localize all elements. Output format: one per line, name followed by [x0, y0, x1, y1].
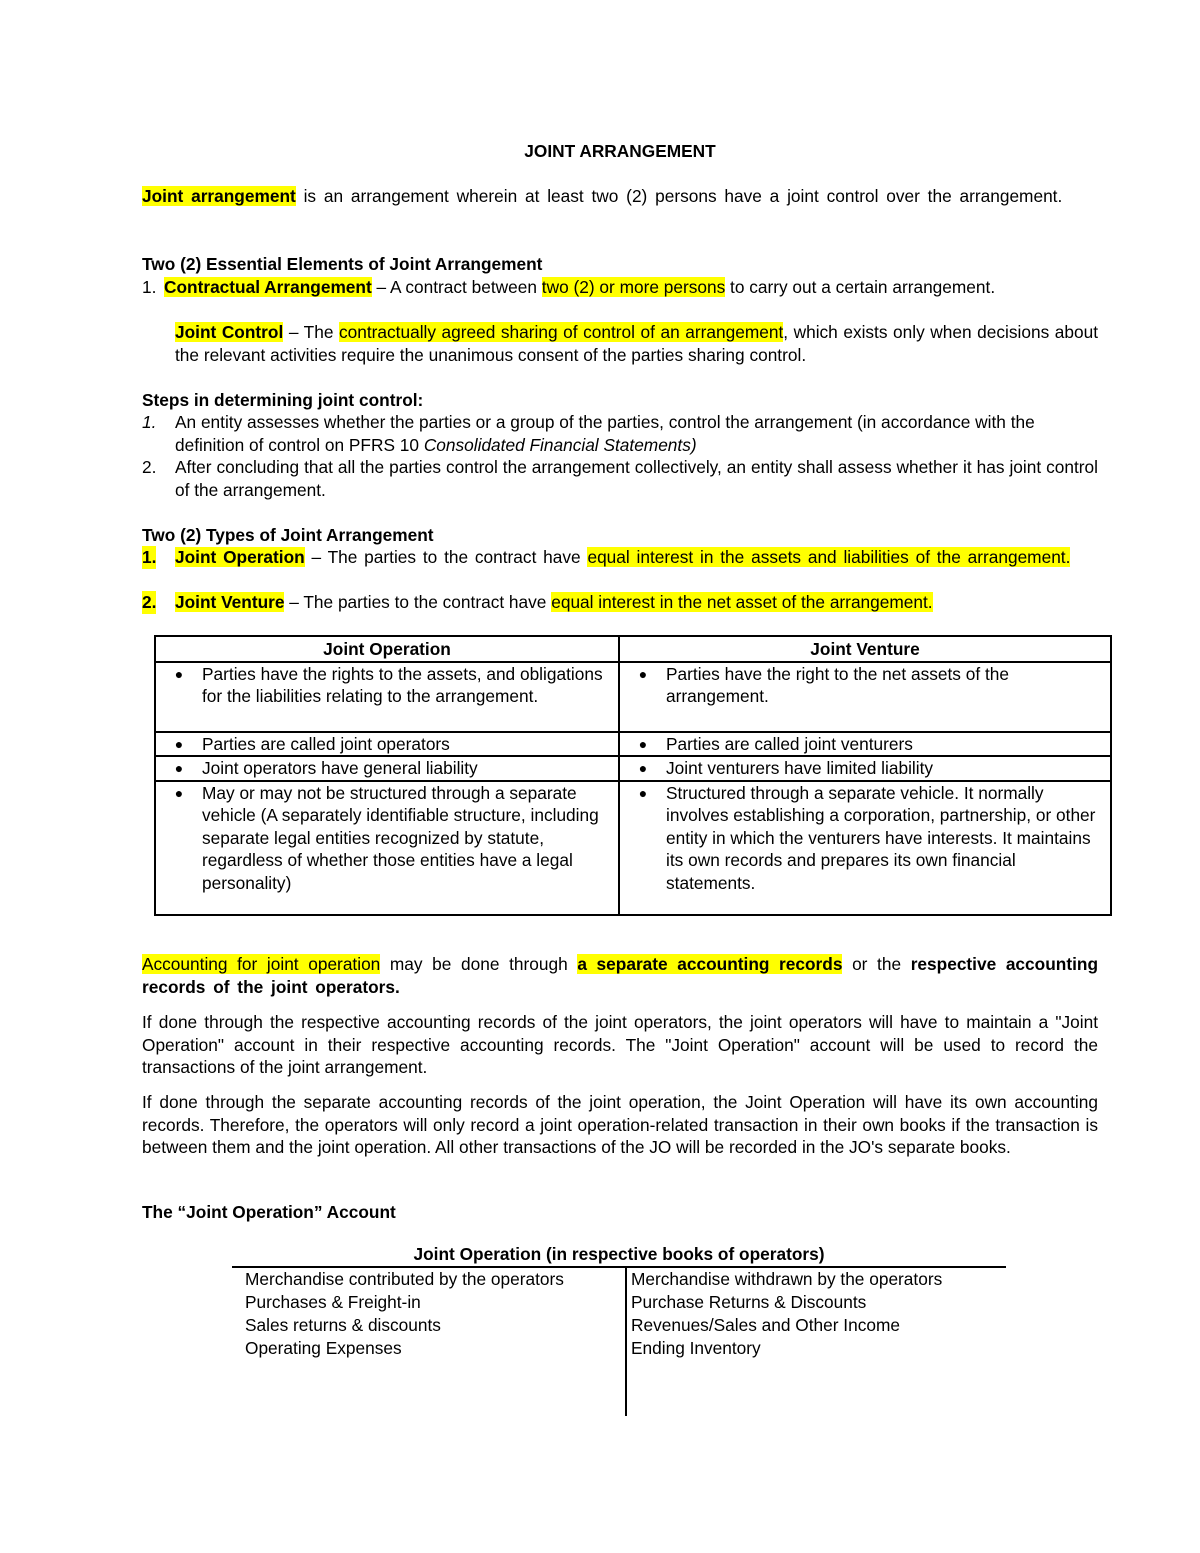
elements-heading: Two (2) Essential Elements of Joint Arrangement — [142, 254, 543, 274]
t-account-divider — [625, 1268, 627, 1416]
table-row — [155, 732, 1111, 757]
type-2-text: – The parties to the contract have — [284, 592, 552, 612]
table-cell: Parties are called joint venturers — [666, 733, 913, 754]
table-cell: Parties have the right to the net assets of the arrangement. — [666, 663, 1009, 706]
accounting-paragraph-2: If done through the respective accounting records of the joint operators, the joint operators will have to maintain a "Joint Operation" account in their respective accounting records. The "Joint Operation" account will be used to record the transactions of the joint arrangement. — [142, 1012, 1098, 1077]
bullet-icon: ● — [174, 665, 184, 682]
step-2-number: 2. — [142, 457, 157, 477]
bullet-icon: ● — [174, 735, 184, 752]
bullet-icon: ● — [638, 735, 648, 752]
joint-venture-term: Joint Venture — [175, 592, 285, 612]
two-or-more-persons-highlight: two (2) or more persons — [541, 277, 726, 297]
element-item-2-text-b: , which exists only when decisions about the relevant activities require the unanimous consent of the parties sharing control. — [175, 322, 1099, 365]
table-cell: May or may not be structured through a separate vehicle (A separately identifiable structure, including separate legal entities recognized by statute, regardless of whether those entities have a legal personality) — [202, 782, 599, 893]
table-row — [155, 781, 1111, 915]
list-item: Purchases & Freight-in — [245, 1292, 421, 1312]
step-1-italic: Consolidated Financial Statements) — [423, 434, 697, 455]
joint-operation-term: Joint Operation — [175, 547, 305, 567]
shared-control-highlight: contractually agreed sharing of control of an arrangement — [339, 322, 784, 342]
comparison-table — [154, 635, 1112, 916]
list-item: Revenues/Sales and Other Income — [631, 1315, 900, 1335]
bullet-icon: ● — [174, 760, 184, 776]
header-joint-operation: Joint Operation — [155, 636, 619, 662]
page-title: JOINT ARRANGEMENT — [524, 141, 716, 161]
element-item-2 — [175, 321, 1098, 366]
accounting-paragraph-3: If done through the separate accounting records of the joint operation, the Joint Operation will have its own accounting records. Therefore, the operators will only record a joint operation-related transaction in their own books if the transaction is between them and the joint operation. All other transactions of the JO will be recorded in the JO's separate books. — [142, 1092, 1098, 1157]
joint-control-term: Joint Control — [175, 322, 284, 342]
accounting-for-jo-highlight: Accounting for joint operation — [142, 954, 381, 974]
table-row — [155, 756, 1111, 781]
bullet-icon: ● — [638, 784, 648, 801]
definition-paragraph — [142, 185, 1098, 208]
list-item: Merchandise contributed by the operators — [245, 1269, 564, 1289]
definition-text: is an arrangement wherein at least two (2) persons have a joint control over the arrangement. — [295, 186, 1063, 206]
bullet-icon: ● — [174, 784, 184, 801]
steps-heading: Steps in determining joint control: — [142, 390, 424, 410]
step-2-text: After concluding that all the parties control the arrangement collectively, an entity shall assess whether it has joint control of the arrangement. — [175, 457, 1098, 500]
bullet-icon: ● — [638, 760, 648, 776]
table-row — [155, 662, 1111, 732]
table-cell: Structured through a separate vehicle. It normally involves establishing a corporation, partnership, or other entity in which the venturers have interests. It maintains its own records and prepares its own financial statements. — [666, 782, 1096, 893]
list-item: Merchandise withdrawn by the operators — [631, 1269, 943, 1289]
element-item-1-text-a: – A contract between — [371, 277, 542, 297]
definition-term: Joint arrangement — [142, 186, 296, 206]
t-account-credit-side — [619, 1268, 1006, 1360]
list-item: Ending Inventory — [631, 1338, 761, 1358]
list-item: Purchase Returns & Discounts — [631, 1292, 867, 1312]
type-1-body — [175, 546, 1098, 569]
contractual-arrangement-term: Contractual Arrangement — [164, 277, 372, 297]
type-1-text: – The parties to the contract have — [304, 547, 588, 567]
type-2-number: 2. — [142, 592, 157, 612]
accounting-paragraph-1 — [142, 953, 1098, 998]
separate-records-highlight: a separate accounting records — [577, 954, 843, 974]
bullet-icon: ● — [638, 665, 648, 682]
joint-operation-highlight: equal interest in the assets and liabilities of the arrangement. — [587, 547, 1071, 567]
table-cell: Parties have the rights to the assets, and obligations for the liabilities relating to the arrangement. — [202, 663, 603, 706]
comparison-header-row — [155, 636, 1111, 662]
list-item: Operating Expenses — [245, 1338, 402, 1358]
joint-venture-highlight: equal interest in the net asset of the arrangement. — [551, 592, 933, 612]
respective-records-bold: respective accounting records of the joint operators. — [142, 954, 1098, 997]
table-cell: Joint venturers have limited liability — [666, 758, 934, 778]
step-1-body — [175, 411, 1098, 456]
header-joint-venture: Joint Venture — [619, 636, 1111, 662]
step-1-number: 1. — [142, 412, 157, 432]
type-2-body — [175, 591, 1098, 614]
type-1-number: 1. — [142, 547, 157, 567]
table-cell: Joint operators have general liability — [202, 758, 478, 778]
table-cell: Parties are called joint operators — [202, 733, 450, 754]
account-heading: The “Joint Operation” Account — [142, 1202, 396, 1222]
accounting-p1-text-1: may be done through — [380, 954, 578, 974]
step-1-text: An entity assesses whether the parties or a group of the parties, control the arrangement (in accordance with the definition of control on PFRS 10 — [175, 412, 1035, 455]
accounting-p1-text-2: or the — [842, 954, 911, 974]
t-account-title: Joint Operation (in respective books of operators) — [232, 1244, 1006, 1268]
t-account — [232, 1244, 1006, 1360]
element-item-1-text-b: to carry out a certain arrangement. — [725, 277, 996, 297]
list-item: Sales returns & discounts — [245, 1315, 441, 1335]
types-heading: Two (2) Types of Joint Arrangement — [142, 525, 434, 545]
element-item-1-number: 1. — [142, 277, 157, 297]
t-account-debit-side — [232, 1268, 619, 1360]
element-item-1-body — [164, 276, 1098, 299]
element-item-2-text-a: – The — [283, 322, 339, 342]
